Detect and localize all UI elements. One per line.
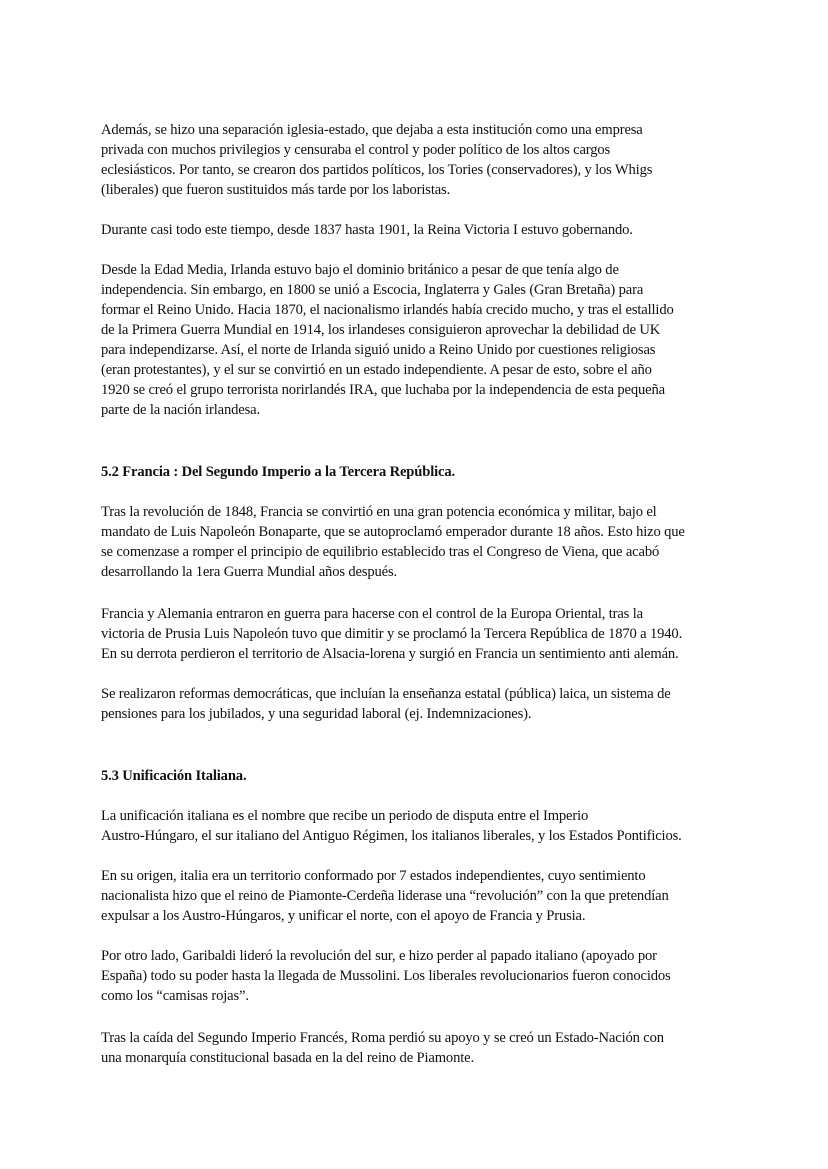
- text-line: Desde la Edad Media, Irlanda estuvo bajo el dominio británico a pesar de que tenía algo de: [101, 262, 619, 278]
- text-line: desarrollando la 1era Guerra Mundial años después.: [101, 564, 398, 580]
- paragraph: [101, 1028, 741, 1068]
- text-line: independencia. Sin embargo, en 1800 se unió a Escocia, Inglaterra y Gales (Gran Bretaña) para: [101, 282, 644, 298]
- text-line: Durante casi todo este tiempo, desde 1837 hasta 1901, la Reina Victoria I estuvo gobernando.: [101, 222, 633, 238]
- text-line: España) todo su poder hasta la llegada de Mussolini. Los liberales revolucionarios fueron conocidos: [101, 968, 671, 984]
- text-line: En su origen, italia era un territorio conformado por 7 estados independientes, cuyo sentimiento: [101, 868, 646, 884]
- text-line: Se realizaron reformas democráticas, que incluían la enseñanza estatal (pública) laica, un sistema de: [101, 686, 671, 702]
- paragraph: [101, 806, 741, 846]
- text-line: Por otro lado, Garibaldi lideró la revolución del sur, e hizo perder al papado italiano (apoyado por: [101, 948, 657, 964]
- paragraph: [101, 946, 741, 1006]
- text-line: victoria de Prusia Luis Napoleón tuvo que dimitir y se proclamó la Tercera República de 1870 a 1940.: [101, 626, 683, 642]
- paragraph: [101, 866, 741, 926]
- section-heading: [101, 462, 741, 482]
- paragraph: [101, 502, 741, 582]
- text-line: formar el Reino Unido. Hacia 1870, el nacionalismo irlandés había crecido mucho, y tras el estallido: [101, 302, 674, 318]
- text-line: Austro-Húngaro, el sur italiano del Antiguo Régimen, los italianos liberales, y los Estados Pontificios.: [101, 828, 682, 844]
- paragraph: [101, 220, 741, 240]
- text-line: como los “camisas rojas”.: [101, 988, 249, 1004]
- text-line: (eran protestantes), y el sur se convirtió en un estado independiente. A pesar de esto, sobre el año: [101, 362, 652, 378]
- text-line: (liberales) que fueron sustituidos más tarde por los laboristas.: [101, 182, 451, 198]
- text-line: privada con muchos privilegios y censuraba el control y poder político de los altos cargos: [101, 142, 611, 158]
- text-line: expulsar a los Austro-Húngaros, y unificar el norte, con el apoyo de Francia y Prusia.: [101, 908, 586, 924]
- text-line: mandato de Luis Napoleón Bonaparte, que se autoproclamó emperador durante 18 años. Esto hizo que: [101, 524, 685, 540]
- text-line: nacionalista hizo que el reino de Piamonte-Cerdeña liderase una “revolución” con la que pretendían: [101, 888, 669, 904]
- text-line: Francia y Alemania entraron en guerra para hacerse con el control de la Europa Oriental, tras la: [101, 606, 643, 622]
- text-line: Tras la caída del Segundo Imperio Francés, Roma perdió su apoyo y se creó un Estado-Nación con: [101, 1030, 664, 1046]
- paragraph: [101, 604, 741, 664]
- text-line: pensiones para los jubilados, y una seguridad laboral (ej. Indemnizaciones).: [101, 706, 532, 722]
- text-line: 5.3 Unificación Italiana.: [101, 768, 247, 784]
- text-line: para independizarse. Así, el norte de Irlanda siguió unido a Reino Unido por cuestiones religiosas: [101, 342, 656, 358]
- text-line: eclesiásticos. Por tanto, se crearon dos partidos políticos, los Tories (conservadores), y los Whigs: [101, 162, 653, 178]
- text-line: Además, se hizo una separación iglesia-estado, que dejaba a esta institución como una empresa: [101, 122, 643, 138]
- paragraph: [101, 684, 741, 724]
- text-line: La unificación italiana es el nombre que recibe un periodo de disputa entre el Imperio: [101, 808, 589, 824]
- text-line: 5.2 Francia : Del Segundo Imperio a la Tercera República.: [101, 464, 455, 480]
- text-line: Tras la revolución de 1848, Francia se convirtió en una gran potencia económica y militar, bajo el: [101, 504, 657, 520]
- text-line: se comenzase a romper el principio de equilibrio establecido tras el Congreso de Viena, que acabó: [101, 544, 660, 560]
- text-line: de la Primera Guerra Mundial en 1914, los irlandeses consiguieron aprovechar la debilidad de UK: [101, 322, 661, 338]
- text-line: una monarquía constitucional basada en la del reino de Piamonte.: [101, 1050, 474, 1066]
- text-line: En su derrota perdieron el territorio de Alsacia-lorena y surgió en Francia un sentimiento anti alemán.: [101, 646, 679, 662]
- text-line: parte de la nación irlandesa.: [101, 402, 260, 418]
- paragraph: [101, 260, 741, 420]
- section-heading: [101, 766, 741, 786]
- text-line: 1920 se creó el grupo terrorista norirlandés IRA, que luchaba por la independencia de esta pequeña: [101, 382, 665, 398]
- paragraph: [101, 120, 741, 200]
